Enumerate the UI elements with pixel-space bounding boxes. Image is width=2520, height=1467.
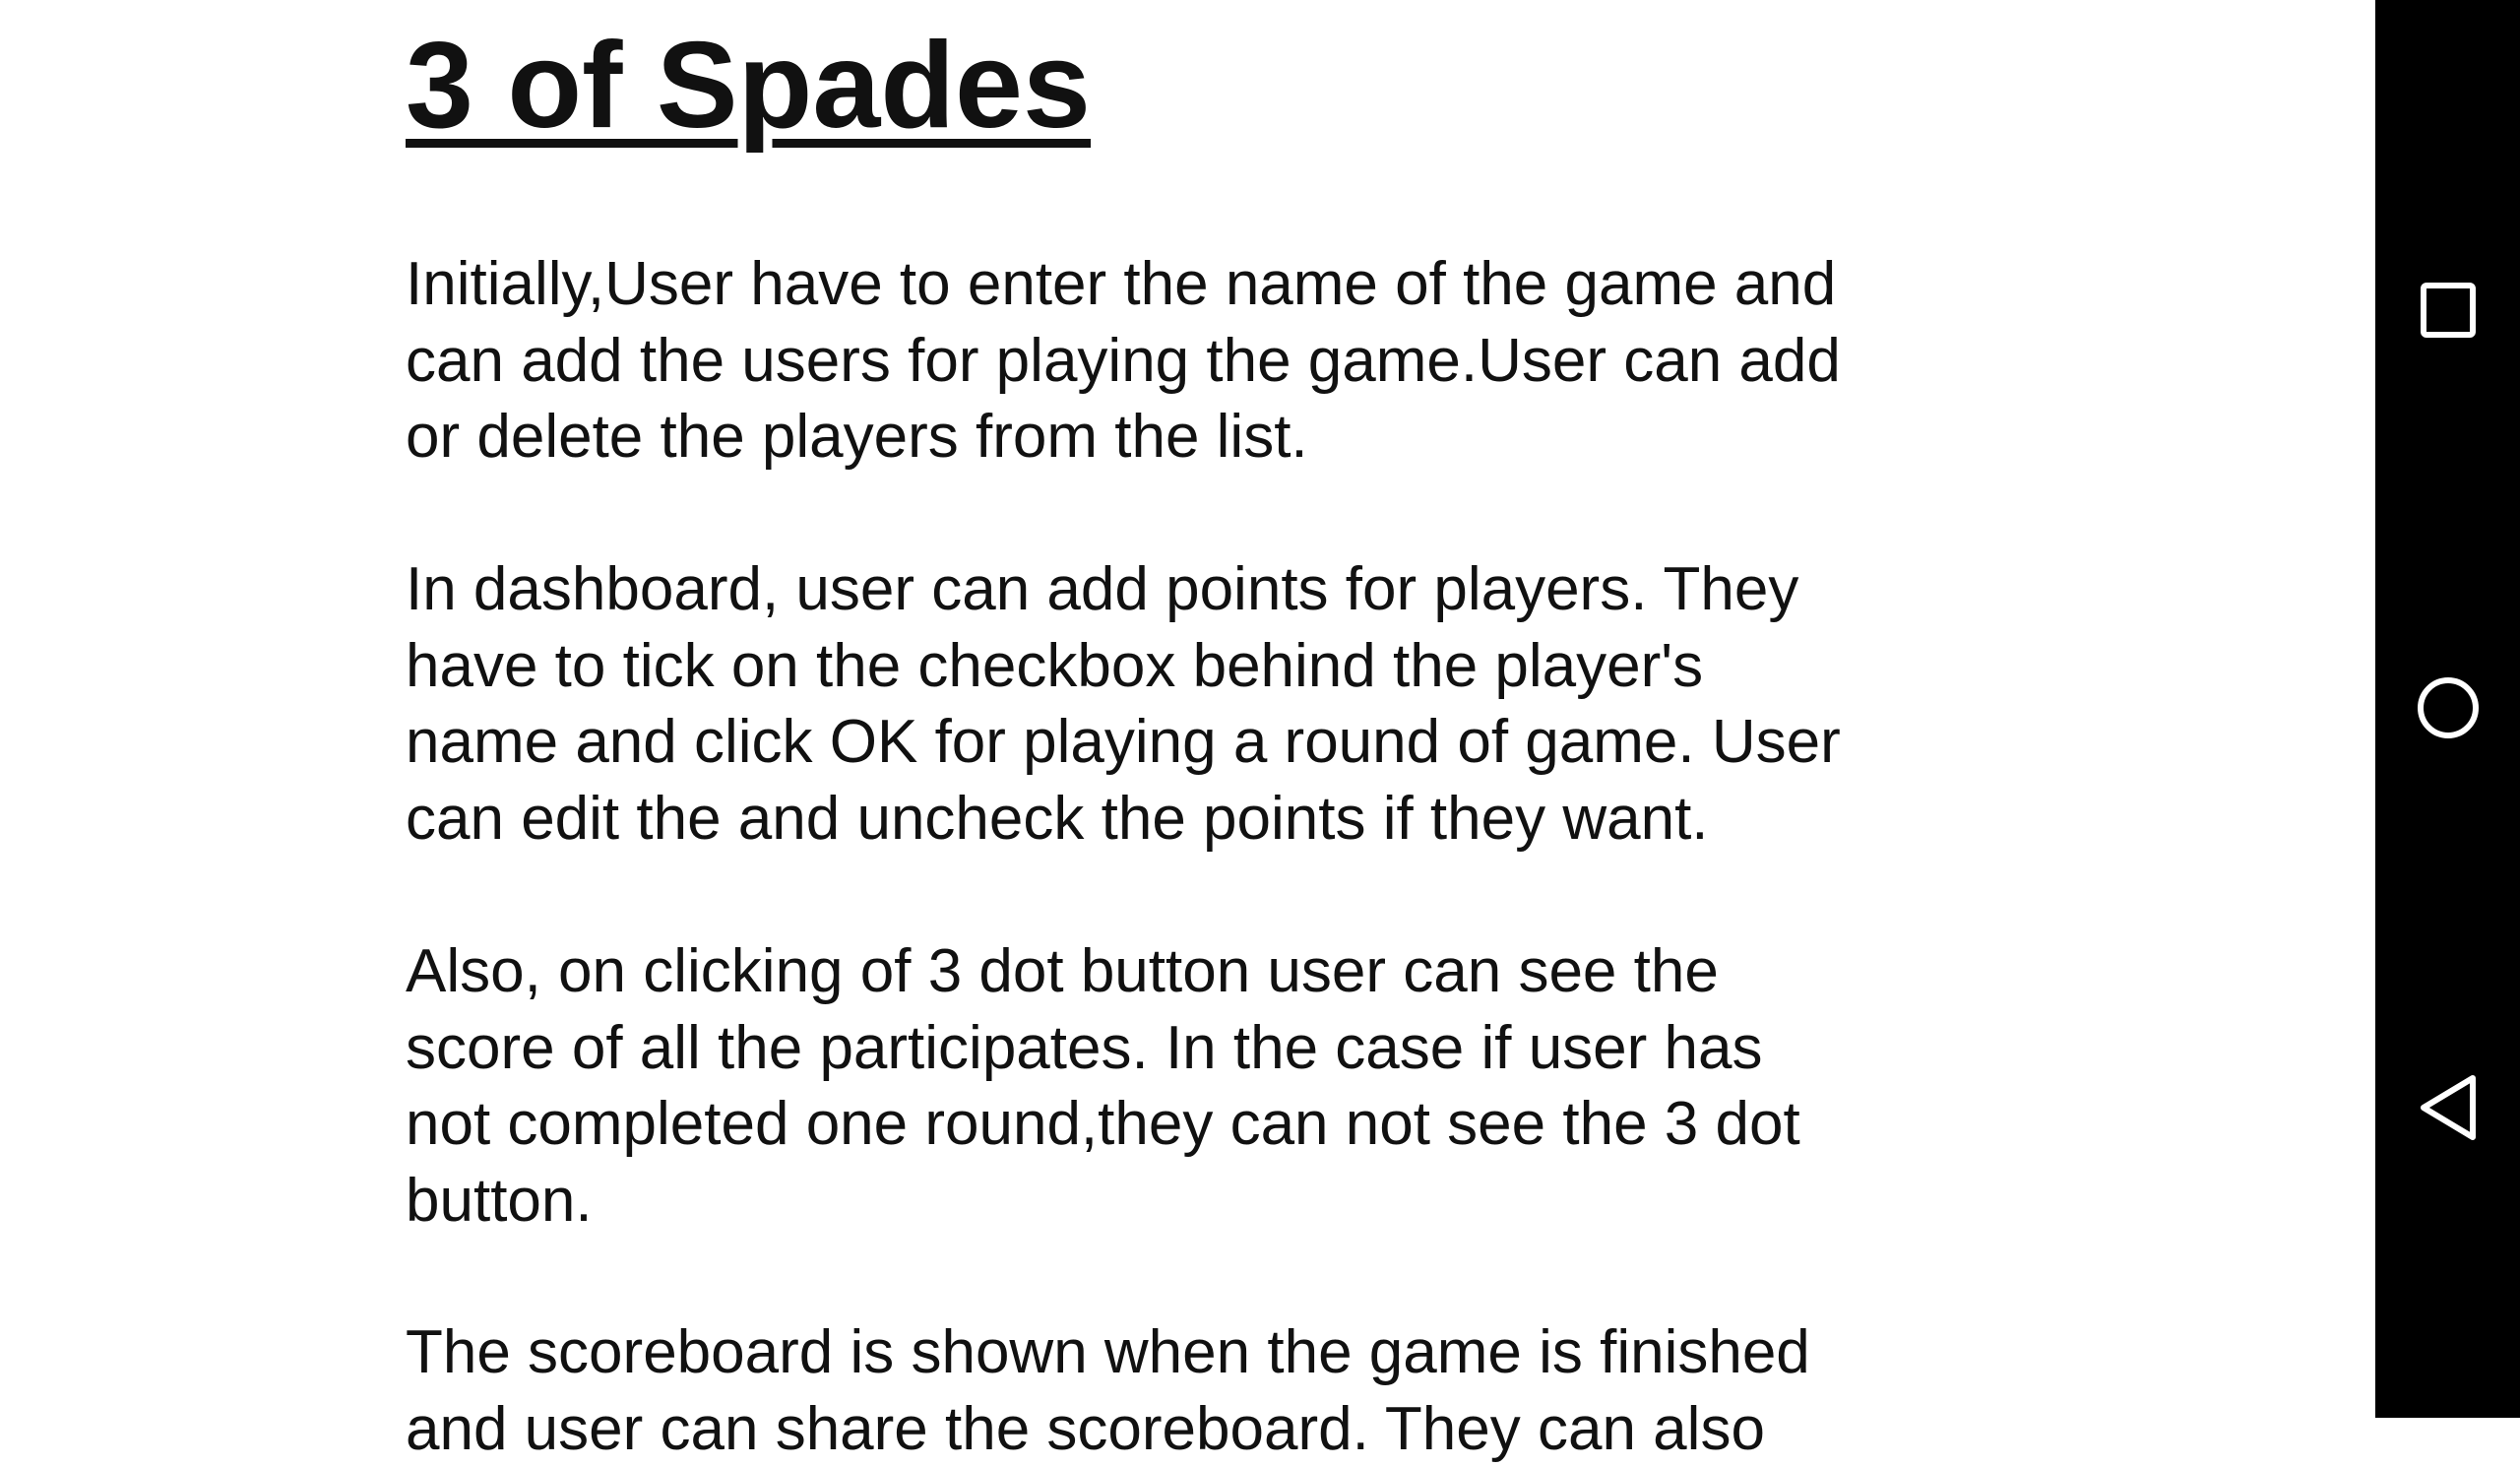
recents-button[interactable] [2375,236,2520,384]
text-line: have to tick on the checkbox behind the player's [406,628,1862,705]
paragraph-intro [406,246,1862,476]
text-line: button. [406,1163,1862,1240]
text-line: score of all the participates. In the case if user has [406,1010,1862,1087]
text-line: and user can share the scoreboard. They can also [406,1391,1862,1467]
paragraph-dashboard [406,551,1862,857]
text-line: Initially,User have to enter the name of the game and [406,246,1862,323]
text-line: not completed one round,they can not see the 3 dot [406,1086,1862,1163]
home-button[interactable] [2375,634,2520,782]
paragraph-scoreboard [406,1314,1862,1467]
system-navigation-bar [2375,0,2520,1418]
back-triangle-icon [2416,1072,2481,1143]
text-line: In dashboard, user can add points for players. They [406,551,1862,628]
text-line: can add the users for playing the game.User can add [406,323,1862,400]
recents-square-icon [2419,281,2478,340]
back-button[interactable] [2375,1034,2520,1181]
text-line: name and click OK for playing a round of game. User [406,704,1862,781]
home-circle-icon [2416,675,2481,740]
text-line: can edit the and uncheck the points if they want. [406,781,1862,858]
text-line: Also, on clicking of 3 dot button user can see the [406,933,1862,1010]
page-title: 3 of Spades [406,22,1091,150]
text-line: or delete the players from the list. [406,399,1862,476]
paragraph-three-dot [406,933,1862,1239]
text-line: The scoreboard is shown when the game is finished [406,1314,1862,1391]
